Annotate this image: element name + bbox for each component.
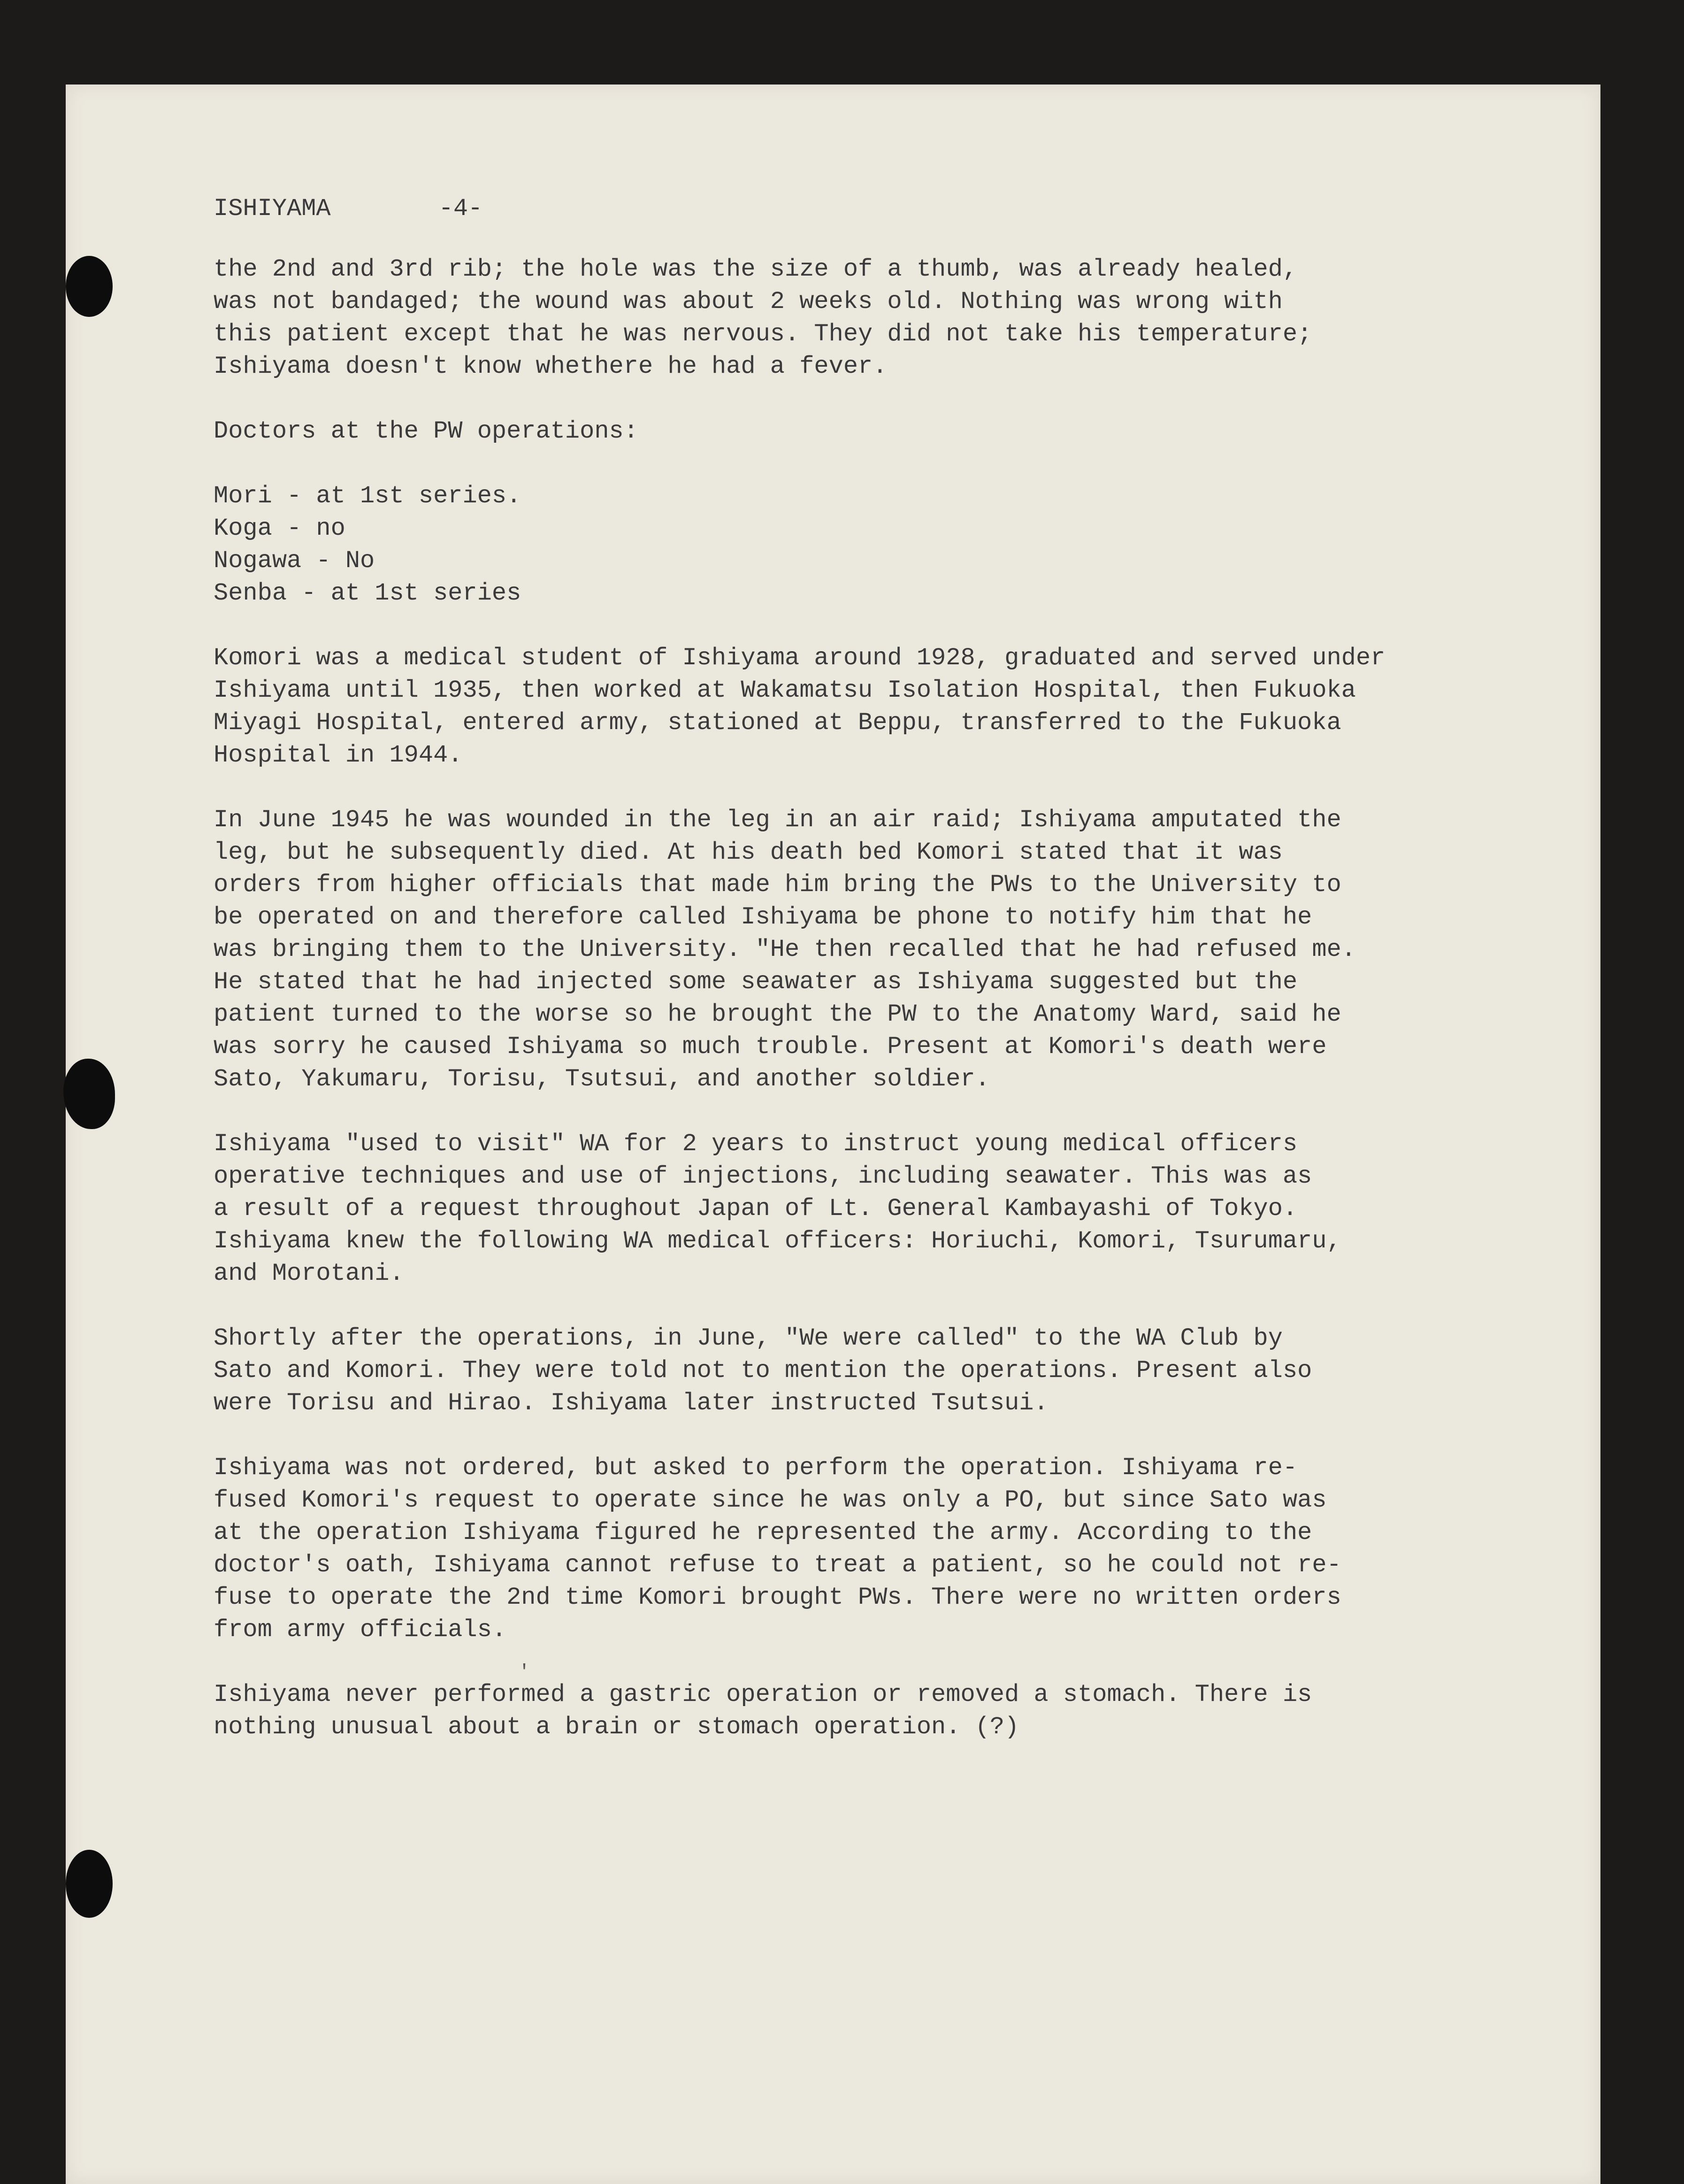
text-line: Koga - no <box>214 515 345 542</box>
text-line: Ishiyama knew the following WA medical officers: Horiuchi, Komori, Tsurumaru, <box>214 1227 1341 1255</box>
text-line: and Morotani. <box>214 1260 404 1287</box>
text-line: Hospital in 1944. <box>214 741 463 769</box>
text-line: were Torisu and Hirao. Ishiyama later instructed Tsutsui. <box>214 1389 1049 1417</box>
punch-hole <box>66 1850 113 1918</box>
text-line: operative techniques and use of injections, including seawater. This was as <box>214 1162 1312 1190</box>
paragraph <box>214 1128 1575 1290</box>
paragraph-list <box>214 253 1575 1743</box>
text-line: Ishiyama doesn't know whethere he had a fever. <box>214 353 888 380</box>
text-line: Ishiyama was not ordered, but asked to perform the operation. Ishiyama re- <box>214 1454 1298 1482</box>
paragraph <box>214 480 1575 609</box>
paragraph <box>214 1678 1575 1743</box>
paragraph <box>214 642 1575 771</box>
text-line: Sato, Yakumaru, Torisu, Tsutsui, and another soldier. <box>214 1065 990 1093</box>
text-line: nothing unusual about a brain or stomach operation. (?) <box>214 1713 1019 1741</box>
text-line: was not bandaged; the wound was about 2 weeks old. Nothing was wrong with <box>214 288 1283 315</box>
document-body <box>214 192 1575 1776</box>
text-line: Shortly after the operations, in June, "We were called" to the WA Club by <box>214 1324 1283 1352</box>
paragraph <box>214 1452 1575 1646</box>
text-line: Nogawa - No <box>214 547 375 575</box>
text-line: fused Komori's request to operate since he was only a PO, but since Sato was <box>214 1486 1327 1514</box>
text-line: the 2nd and 3rd rib; the hole was the size of a thumb, was already healed, <box>214 255 1298 283</box>
paragraph <box>214 253 1575 383</box>
paragraph <box>214 804 1575 1095</box>
text-line: leg, but he subsequently died. At his death bed Komori stated that it was <box>214 838 1283 866</box>
text-line: Ishiyama "used to visit" WA for 2 years to instruct young medical officers <box>214 1130 1298 1158</box>
text-line: this patient except that he was nervous. They did not take his temperature; <box>214 320 1312 348</box>
punch-hole <box>66 256 113 317</box>
page-number: -4- <box>438 195 483 223</box>
text-line: a result of a request throughout Japan of Lt. General Kambayashi of Tokyo. <box>214 1195 1298 1223</box>
header-name: ISHIYAMA <box>214 195 331 223</box>
text-line: was bringing them to the University. "He then recalled that he had refused me. <box>214 936 1356 963</box>
text-line: patient turned to the worse so he brought the PW to the Anatomy Ward, said he <box>214 1000 1341 1028</box>
text-line: fuse to operate the 2nd time Komori brought PWs. There were no written orders <box>214 1584 1341 1611</box>
page-header <box>214 192 1575 225</box>
text-line: from army officials. <box>214 1616 507 1644</box>
text-line: Senba - at 1st series <box>214 579 521 607</box>
text-line: Ishiyama until 1935, then worked at Wakamatsu Isolation Hospital, then Fukuoka <box>214 677 1356 704</box>
paragraph <box>214 415 1575 447</box>
text-line: orders from higher officials that made him bring the PWs to the University to <box>214 871 1341 899</box>
text-line: at the operation Ishiyama figured he represented the army. According to the <box>214 1519 1312 1546</box>
stray-mark: ' <box>519 1662 530 1683</box>
text-line: Doctors at the PW operations: <box>214 417 638 445</box>
text-line: Mori - at 1st series. <box>214 482 521 510</box>
text-line: was sorry he caused Ishiyama so much trouble. Present at Komori's death were <box>214 1033 1327 1061</box>
text-line: be operated on and therefore called Ishiyama be phone to notify him that he <box>214 903 1312 931</box>
text-line: He stated that he had injected some seawater as Ishiyama suggested but the <box>214 968 1298 996</box>
text-line: Komori was a medical student of Ishiyama around 1928, graduated and served under <box>214 644 1385 672</box>
paragraph <box>214 1322 1575 1419</box>
text-line: doctor's oath, Ishiyama cannot refuse to treat a patient, so he could not re- <box>214 1551 1341 1579</box>
text-line: Ishiyama never performed a gastric operation or removed a stomach. There is <box>214 1681 1312 1708</box>
text-line: In June 1945 he was wounded in the leg in an air raid; Ishiyama amputated the <box>214 806 1341 834</box>
text-line: Sato and Komori. They were told not to mention the operations. Present also <box>214 1357 1312 1384</box>
text-line: Miyagi Hospital, entered army, stationed at Beppu, transferred to the Fukuoka <box>214 709 1341 737</box>
